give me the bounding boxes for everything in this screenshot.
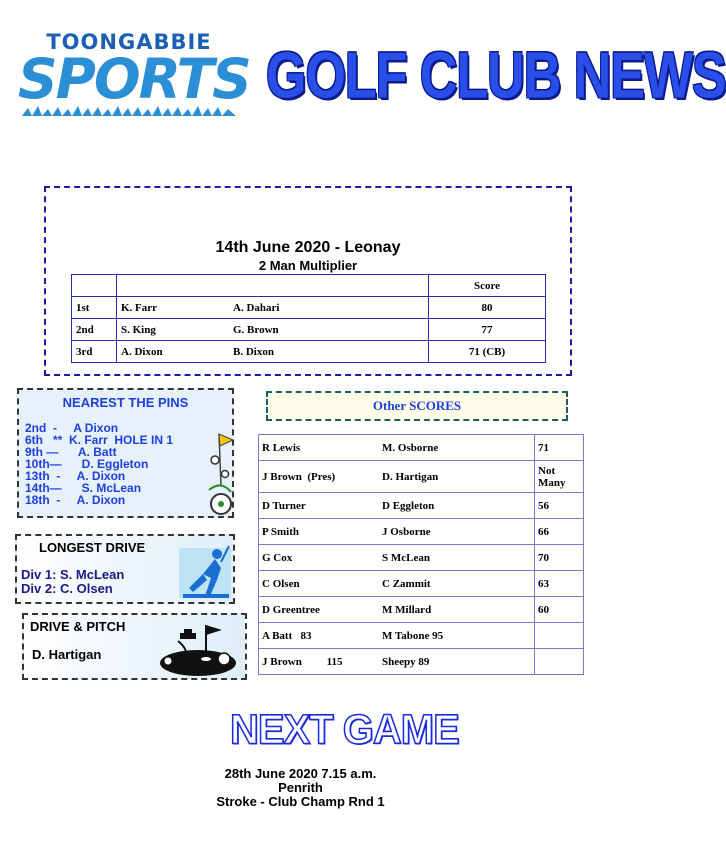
player-name: D Greentree <box>262 603 320 616</box>
players-cell <box>259 649 535 675</box>
next-game-date-time: 28th June 2020 7.15 a.m. <box>224 766 377 781</box>
players-cell <box>259 545 535 571</box>
list-item: 10th— D. Eggleton <box>25 457 149 471</box>
player-name: M Millard <box>382 603 432 616</box>
players-cell <box>259 519 535 545</box>
longest-drive-title: LONGEST DRIVE <box>39 540 146 555</box>
players-cell <box>117 297 429 319</box>
event-format: 2 Man Multiplier <box>258 258 358 273</box>
score-cell: 71 (CB) <box>429 341 546 363</box>
table-row <box>259 493 584 519</box>
score-cell: 63 <box>535 571 584 597</box>
drive-pitch-box <box>22 613 247 680</box>
score-cell: 71 <box>535 435 584 461</box>
table-row <box>72 297 546 319</box>
toongabbie-sports-logo <box>18 30 250 118</box>
list-item: 6th ** K. Farr HOLE IN 1 <box>25 433 174 447</box>
players-cell <box>259 435 535 461</box>
list-item: 18th - A. Dixon <box>25 493 126 507</box>
player-name: S McLean <box>382 551 430 564</box>
table-row <box>72 341 546 363</box>
player-name: A. Dahari <box>233 301 280 314</box>
table-row <box>259 545 584 571</box>
player-name: M Tabone 95 <box>382 629 444 642</box>
table-row <box>259 435 584 461</box>
list-item: 9th — A. Batt <box>25 445 117 459</box>
player-name: D Eggleton <box>382 499 435 512</box>
score-cell: 77 <box>429 319 546 341</box>
score-cell <box>535 623 584 649</box>
grass-icon <box>22 106 236 116</box>
score-cell: 80 <box>429 297 546 319</box>
other-scores-table <box>258 434 584 675</box>
score-header: Score <box>429 275 546 297</box>
players-cell <box>259 623 535 649</box>
longest-drive-div1: Div 1: S. McLean <box>21 567 125 582</box>
newsletter-title: GOLF CLUB NEWS <box>266 39 726 113</box>
nearest-pins-title: NEAREST THE PINS <box>62 395 189 410</box>
score-cell: 66 <box>535 519 584 545</box>
players-cell <box>117 341 429 363</box>
players-cell <box>259 461 535 493</box>
player-name: A. Dixon <box>121 345 163 358</box>
player-name: K. Farr <box>121 301 158 314</box>
player-name: A Batt 83 <box>262 629 312 642</box>
results-header-row <box>72 275 546 297</box>
player-name: J Brown (Pres) <box>262 470 336 483</box>
drive-pitch-winner: D. Hartigan <box>32 647 102 662</box>
logo-main-text: SPORTS <box>18 47 250 111</box>
table-row <box>259 649 584 675</box>
player-name: P Smith <box>262 525 299 538</box>
table-row <box>259 519 584 545</box>
score-cell: 60 <box>535 597 584 623</box>
next-game-title: NEXT GAME <box>230 706 459 754</box>
list-item: 14th— S. McLean <box>25 481 142 495</box>
nearest-pins-box <box>17 388 234 518</box>
list-item: 2nd - A Dixon <box>25 421 119 435</box>
other-scores-title: Other SCORES <box>266 391 568 421</box>
golfer-swing-icon <box>177 542 233 600</box>
place-cell: 1st <box>72 297 117 319</box>
player-name: R Lewis <box>262 441 301 454</box>
player-name: C Olsen <box>262 577 300 590</box>
nearest-pins-list <box>25 422 173 506</box>
player-name: J Brown 115 <box>262 655 343 668</box>
longest-drive-box <box>15 534 235 604</box>
drive-pitch-title: DRIVE & PITCH <box>30 619 126 634</box>
players-cell <box>259 493 535 519</box>
players-cell <box>117 319 429 341</box>
player-name: G. Brown <box>233 323 279 336</box>
score-cell: Not Many <box>535 461 584 493</box>
next-game-format: Stroke - Club Champ Rnd 1 <box>216 794 385 809</box>
player-name: J Osborne <box>382 525 431 538</box>
player-name: D Turner <box>262 499 306 512</box>
player-name: Sheepy 89 <box>382 655 430 668</box>
logo-top-text: TOONGABBIE <box>46 30 212 54</box>
player-name: D. Hartigan <box>382 470 439 483</box>
table-row <box>259 623 584 649</box>
players-cell <box>259 571 535 597</box>
table-row <box>259 597 584 623</box>
place-cell: 2nd <box>72 319 117 341</box>
place-cell: 3rd <box>72 341 117 363</box>
player-name: C Zammit <box>382 577 431 590</box>
player-name: M. Osborne <box>382 441 439 454</box>
header-cell-players <box>117 275 429 297</box>
player-name: G Cox <box>262 551 293 564</box>
list-item: 13th - A. Dixon <box>25 469 126 483</box>
longest-drive-div2: Div 2: C. Olsen <box>21 581 113 596</box>
table-row <box>259 571 584 597</box>
player-name: B. Dixon <box>233 345 274 358</box>
player-name: S. King <box>121 323 156 336</box>
score-cell: 70 <box>535 545 584 571</box>
flag-pin-icon <box>205 430 235 518</box>
golf-green-icon <box>158 619 238 677</box>
event-date-venue: 14th June 2020 - Leonay <box>215 239 401 256</box>
event-results-box <box>44 186 572 376</box>
score-cell: 56 <box>535 493 584 519</box>
score-cell <box>535 649 584 675</box>
table-row <box>259 461 584 493</box>
players-cell <box>259 597 535 623</box>
table-row <box>72 319 546 341</box>
results-table <box>71 274 546 363</box>
header-cell-place <box>72 275 117 297</box>
next-game-venue: Penrith <box>278 780 323 795</box>
